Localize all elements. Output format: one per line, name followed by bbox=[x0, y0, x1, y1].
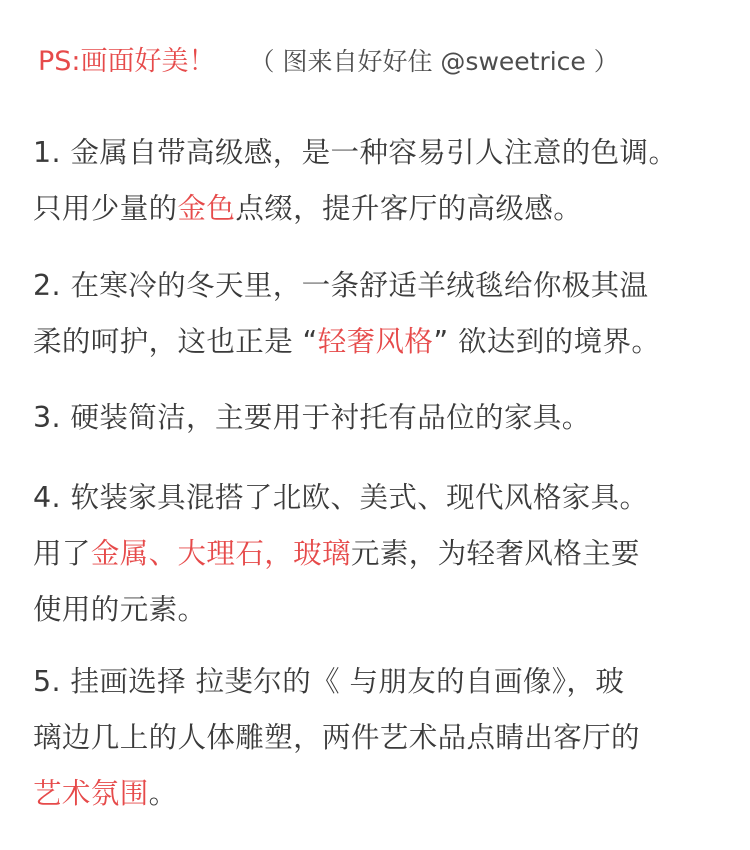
paragraph-1 bbox=[33, 125, 743, 237]
text-line bbox=[33, 766, 743, 822]
body-text: 5. 挂画选择 拉斐尔的《 与朋友的自画像》，玻 bbox=[33, 665, 625, 698]
body-text: 璃边几上的人体雕塑，两件艺术品点睛出客厅的 bbox=[33, 721, 640, 754]
text-line bbox=[33, 258, 743, 314]
paragraph-3 bbox=[33, 390, 743, 446]
ps-label: PS:画面好美！ bbox=[38, 46, 216, 77]
text-line bbox=[33, 654, 743, 710]
paragraph-5 bbox=[33, 654, 743, 822]
body-text: 使用的元素。 bbox=[33, 593, 207, 626]
paragraph-2 bbox=[33, 258, 743, 370]
highlight-text: 艺术氛围 bbox=[33, 777, 149, 810]
paragraph-4 bbox=[33, 470, 743, 638]
body-text: 柔的呵护，这也正是 “ bbox=[33, 325, 318, 358]
highlight-text: 轻奢风格 bbox=[317, 325, 434, 358]
text-line bbox=[33, 526, 743, 582]
body-text: 3. 硬装简洁，主要用于衬托有品位的家具。 bbox=[33, 401, 591, 434]
body-text: 4. 软装家具混搭了北欧、美式、现代风格家具。 bbox=[33, 481, 649, 514]
body-text: 点缀，提升客厅的高级感。 bbox=[235, 192, 583, 225]
text-line bbox=[33, 710, 743, 766]
text-line bbox=[33, 390, 743, 446]
body-text: 元素，为轻奢风格主要 bbox=[350, 537, 640, 570]
text-line bbox=[33, 125, 743, 181]
ps-note bbox=[38, 42, 619, 82]
body-text: ” 欲达到的境界。 bbox=[433, 325, 661, 358]
text-line bbox=[33, 314, 743, 370]
body-text: 用了 bbox=[33, 537, 91, 570]
highlight-text: 金属、大理石，玻璃 bbox=[90, 537, 351, 570]
body-text: 1. 金属自带高级感，是一种容易引人注意的色调。 bbox=[33, 136, 678, 169]
body-text: 只用少量的 bbox=[33, 192, 178, 225]
body-text: 。 bbox=[148, 777, 178, 810]
highlight-text: 金色 bbox=[177, 192, 236, 225]
body-text: 2. 在寒冷的冬天里，一条舒适羊绒毯给你极其温 bbox=[33, 269, 649, 302]
image-credit: （ 图来自好好住 @sweetrice ） bbox=[249, 47, 619, 76]
text-line bbox=[33, 582, 743, 638]
text-line bbox=[33, 181, 743, 237]
text-line bbox=[33, 470, 743, 526]
